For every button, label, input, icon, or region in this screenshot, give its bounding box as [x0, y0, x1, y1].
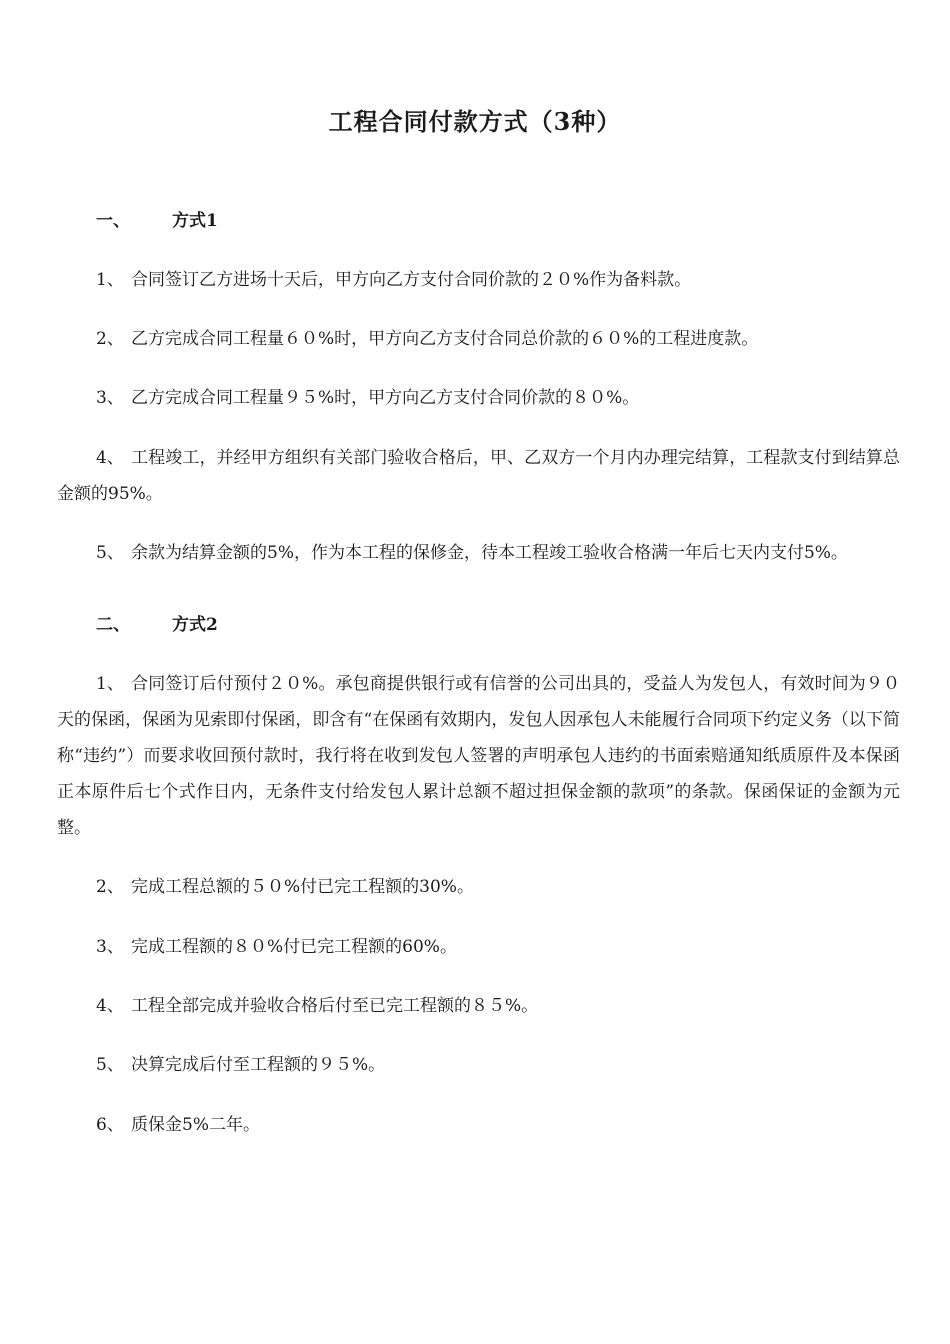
clause-item: [57, 535, 900, 571]
clause-number: 1、: [96, 270, 124, 290]
clause-number: 5、: [96, 1055, 124, 1075]
section-heading-1: [96, 207, 218, 235]
clause-item: [57, 929, 900, 965]
clause-item: [57, 440, 900, 512]
clause-number: 2、: [96, 877, 124, 897]
clause-item: [57, 321, 900, 357]
clause-text: 工程全部完成并验收合格后付至已完工程额的８５%。: [131, 996, 539, 1016]
clause-text: 余款为结算金额的5%，作为本工程的保修金，待本工程竣工验收合格满一年后七天内支付5%。: [131, 543, 848, 563]
clause-number: 2、: [96, 329, 124, 349]
clause-number: 5、: [96, 543, 124, 563]
clause-number: 3、: [96, 937, 124, 957]
clause-item: [57, 988, 900, 1024]
section-heading-2: [96, 611, 218, 639]
clause-text: 乙方完成合同工程量６０%时，甲方向乙方支付合同总价款的６０%的工程进度款。: [131, 329, 759, 349]
clause-number: 4、: [96, 996, 124, 1016]
section-number: 一、: [96, 211, 130, 231]
clause-text: 完成工程额的８０%付已完工程额的60%。: [131, 937, 457, 957]
clause-text: 乙方完成合同工程量９５%时，甲方向乙方支付合同价款的８０%。: [131, 388, 640, 408]
document-title: 工程合同付款方式（3种）: [328, 107, 622, 136]
clause-text: 完成工程总额的５０%付已完工程额的30%。: [131, 877, 474, 897]
clause-text: 质保金5%二年。: [131, 1115, 260, 1135]
clause-item: [57, 380, 900, 416]
section-title: 方式2: [172, 615, 218, 635]
clause-number: 6、: [96, 1115, 124, 1135]
clause-number: 3、: [96, 388, 124, 408]
clause-item: [57, 869, 900, 905]
clause-text: 合同签订后付预付２０%。承包商提供银行或有信誉的公司出具的，受益人为发包人，有效时间为９０天的保函，保函为见索即付保函，即含有“在保函有效期内，发包人因承包人未能履行合同项下约定义务（以下简称“违约”）而要求收回预付款时，我行将在收到发包人签署的声明承包人违约的书面索赔通知纸质原件及本保函正本原件后七个式作日内，无条件支付给发包人累计总额不超过担保金额的款项”的条款。保函保证的金额为元整。: [57, 674, 900, 838]
section-number: 二、: [96, 615, 130, 635]
clause-text: 合同签订乙方进场十天后，甲方向乙方支付合同价款的２０%作为备料款。: [131, 270, 692, 290]
clause-item: [57, 1047, 900, 1083]
clause-item: [57, 1107, 900, 1143]
clause-text: 工程竣工，并经甲方组织有关部门验收合格后，甲、乙双方一个月内办理完结算，工程款支付到结算总金额的95%。: [57, 448, 900, 504]
clause-number: 4、: [96, 448, 124, 468]
clause-item: [57, 262, 900, 298]
section-title: 方式1: [172, 211, 218, 231]
clause-number: 1、: [96, 674, 124, 694]
clause-item: [57, 666, 900, 846]
clause-text: 决算完成后付至工程额的９５%。: [131, 1055, 386, 1075]
